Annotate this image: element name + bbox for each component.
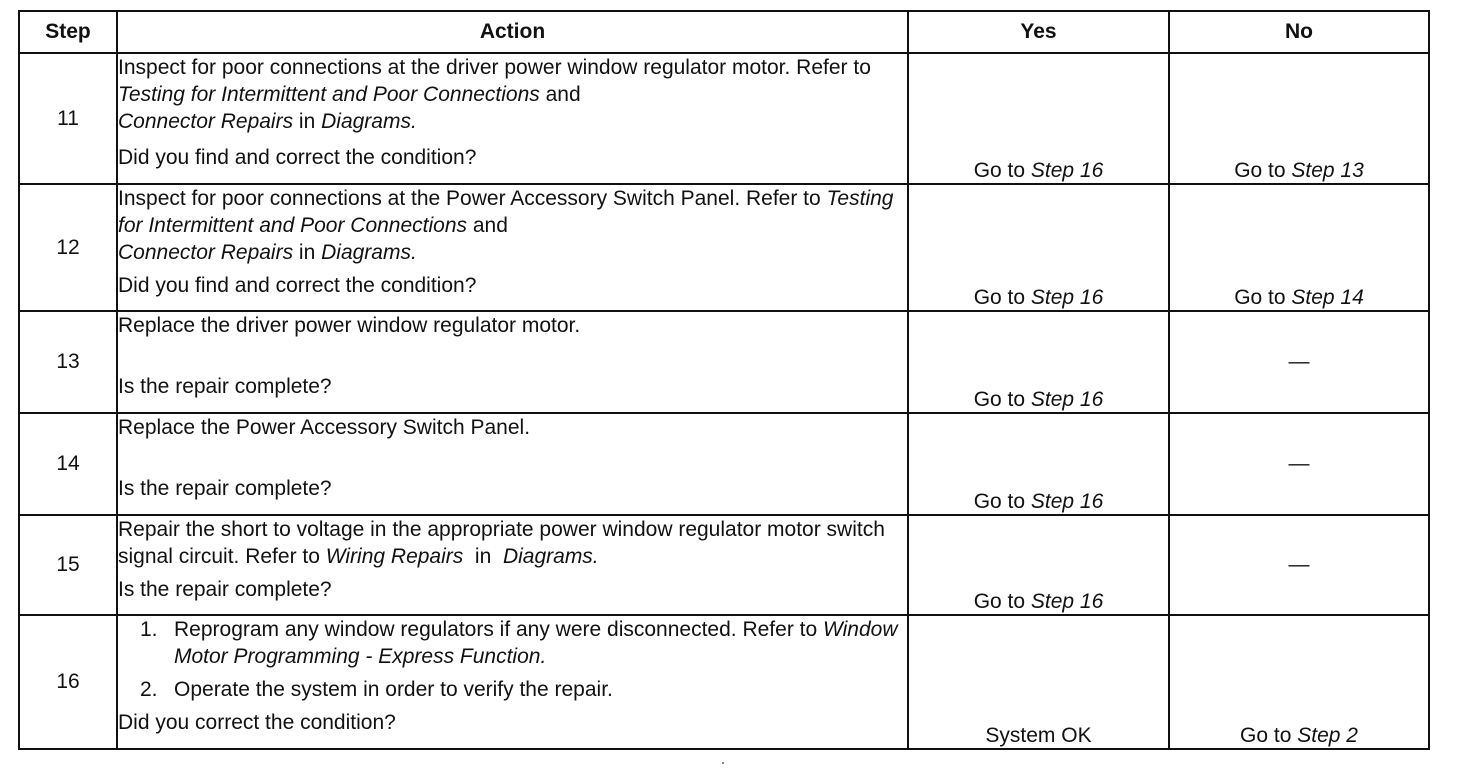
step-link: Step 16: [1030, 388, 1104, 411]
action-text: Inspect for poor connections at the Power Accessory Switch Panel. Refer to Testing for Intermittent and Poor Connections and Connector Repairs in Diagrams.: [118, 187, 894, 264]
step-number: 11: [19, 53, 117, 184]
procedure-item: 2. Operate the system in order to verify the repair.: [140, 678, 613, 701]
yes-result: Go to Step 16: [908, 184, 1169, 311]
yes-result: Go to Step 16: [908, 311, 1169, 413]
step-link: Step 16: [1030, 159, 1104, 182]
header-yes: Yes: [908, 11, 1169, 53]
yes-result: System OK: [908, 615, 1169, 749]
table-row: [19, 515, 1429, 615]
action-question: Is the repair complete?: [118, 578, 332, 601]
procedure-item: 1. Reprogram any window regulators if any were disconnected. Refer to Window Motor Programming - Express Function.: [140, 618, 898, 668]
header-step: Step: [19, 11, 117, 53]
em-dash: —: [1288, 350, 1310, 373]
action-cell: [117, 515, 908, 615]
no-result: [1169, 515, 1429, 615]
procedure-list: [118, 616, 907, 709]
action-question: Is the repair complete?: [118, 375, 332, 398]
no-result: Go to Step 2: [1169, 615, 1429, 749]
action-question: Is the repair complete?: [118, 477, 332, 500]
yes-result: Go to Step 16: [908, 53, 1169, 184]
diagnostic-table: [18, 10, 1430, 750]
scan-speck: [722, 762, 724, 764]
step-number: 14: [19, 413, 117, 515]
step-link: Step 14: [1291, 286, 1364, 309]
action-cell: [117, 413, 908, 515]
step-number: 15: [19, 515, 117, 615]
action-text: Replace the Power Accessory Switch Panel.: [118, 416, 531, 439]
header-no: No: [1169, 11, 1429, 53]
action-cell: [117, 311, 908, 413]
action-cell: [117, 184, 908, 311]
em-dash: —: [1288, 553, 1310, 576]
table-row: [19, 311, 1429, 413]
no-result: Go to Step 13: [1169, 53, 1429, 184]
no-result: Go to Step 14: [1169, 184, 1429, 311]
action-question: Did you find and correct the condition?: [118, 146, 477, 169]
action-cell: [117, 53, 908, 184]
yes-result: Go to Step 16: [908, 515, 1169, 615]
step-number: 12: [19, 184, 117, 311]
header-action: Action: [117, 11, 908, 53]
yes-result: Go to Step 16: [908, 413, 1169, 515]
step-link: Step 13: [1291, 159, 1364, 182]
step-link: Step 16: [1030, 590, 1104, 613]
action-cell: [117, 615, 908, 749]
action-text: Repair the short to voltage in the appropriate power window regulator motor switch signal circuit. Refer to Wiring Repairs in Diagrams.: [118, 518, 885, 568]
no-result: [1169, 311, 1429, 413]
step-link: Step 16: [1030, 490, 1104, 513]
step-link: Step 2: [1297, 724, 1358, 747]
em-dash: —: [1288, 452, 1310, 475]
step-number: 13: [19, 311, 117, 413]
action-text: Inspect for poor connections at the driver power window regulator motor. Refer to Testing for Intermittent and Poor Connections and Connector Repairs in Diagrams.: [118, 56, 871, 133]
table-row: [19, 615, 1429, 749]
table-row: [19, 413, 1429, 515]
action-text: Replace the driver power window regulator motor.: [118, 314, 581, 337]
step-number: 16: [19, 615, 117, 749]
action-question: Did you correct the condition?: [118, 711, 396, 734]
no-result: [1169, 413, 1429, 515]
action-question: Did you find and correct the condition?: [118, 274, 477, 297]
table-row: [19, 184, 1429, 311]
header-row: [19, 11, 1429, 53]
table-row: [19, 53, 1429, 184]
step-link: Step 16: [1030, 286, 1104, 309]
